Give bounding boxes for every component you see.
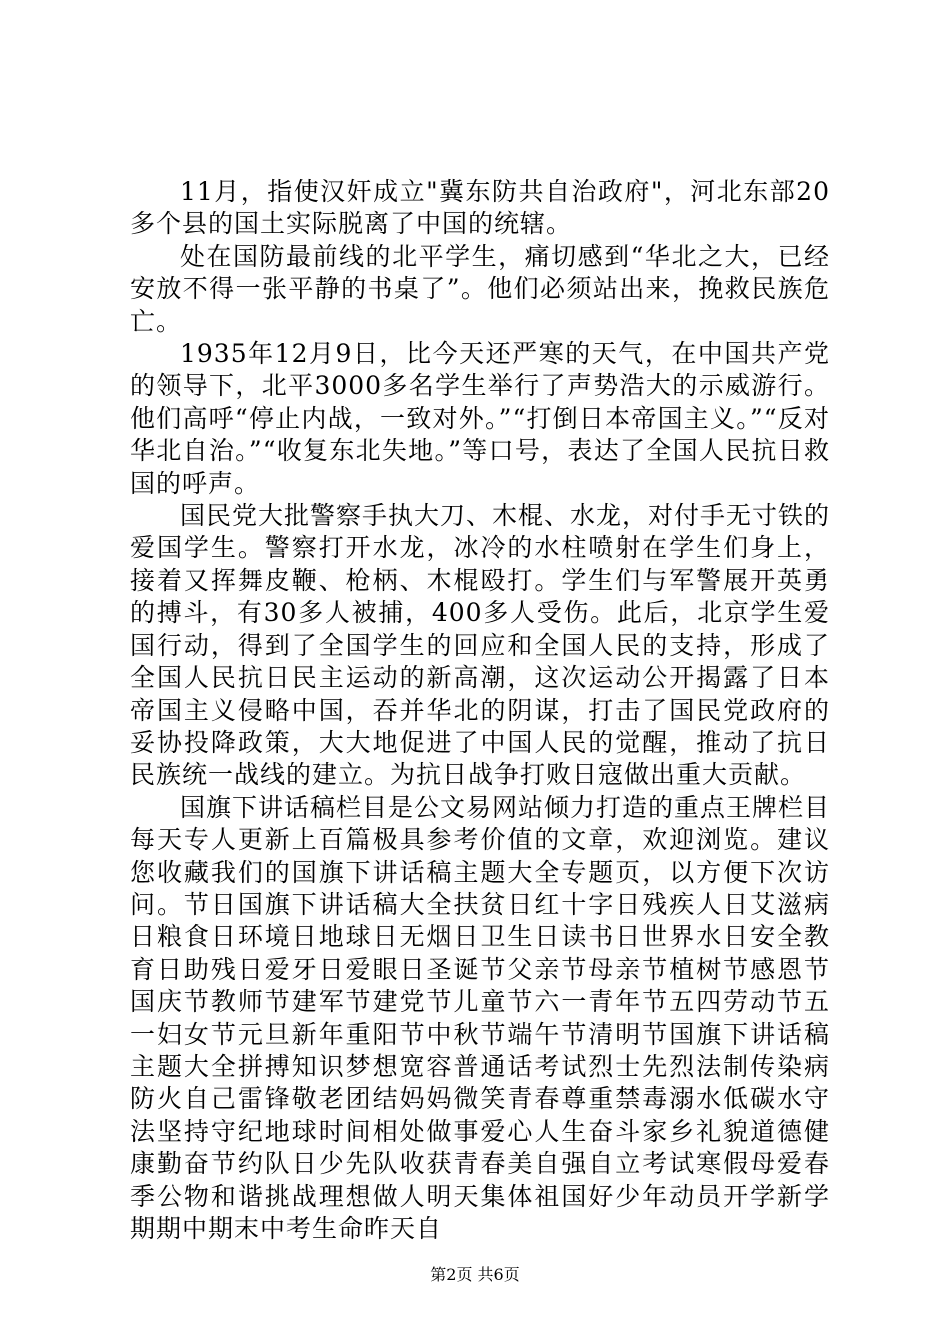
page-footer: 第2页 共6页 <box>430 1265 520 1284</box>
paragraph-2: 处在国防最前线的北平学生，痛切感到“华北之大，已经安放不得一张平静的书桌了”。他们必须站出来，挽救民族危亡。 <box>130 241 830 336</box>
paragraph-3: 1935年12月9日，比今天还严寒的天气，在中国共产党的领导下，北平3000多名学生举行了声势浩大的示威游行。他们高呼“停止内战，一致对外。”“打倒日本帝国主义。”“反对华北自治。”“收复东北失地。”等口号，表达了全国人民抗日救国的呼声。 <box>130 339 830 498</box>
paragraph-4: 国民党大批警察手执大刀、木棍、水龙，对付手无寸铁的爱国学生。警察打开水龙，冰冷的水柱喷射在学生们身上，接着又挥舞皮鞭、枪柄、木棍殴打。学生们与军警展开英勇的搏斗，有30多人被捕，400多人受伤。此后，北京学生爱国行动，得到了全国学生的回应和全国人民的支持，形成了全国人民抗日民主运动的新高潮，这次运动公开揭露了日本帝国主义侵略中国，吞并华北的阴谋，打击了国民党政府的妥协投降政策，大大地促进了中国人民的觉醒，推动了抗日民族统一战线的建立。为抗日战争打败日寇做出重大贡献。 <box>130 501 831 790</box>
paragraph-1: 11月，指使汉奸成立"冀东防共自治政府"，河北东部20多个县的国土实际脱离了中国的统辖。 <box>130 177 830 239</box>
document-body <box>130 176 830 1245</box>
paragraph-5: 国旗下讲话稿栏目是公文易网站倾力打造的重点王牌栏目每天专人更新上百篇极具参考价值的文章，欢迎浏览。建议您收藏我们的国旗下讲话稿主题大全专题页，以方便下次访问。节日国旗下讲话稿大全扶贫日红十字日残疾人日艾滋病日粮食日环境日地球日无烟日卫生日读书日世界水日安全教育日助残日爱牙日爱眼日圣诞节父亲节母亲节植树节感恩节国庆节教师节建军节建党节儿童节六一青年节五四劳动节五一妇女节元旦新年重阳节中秋节端午节清明节国旗下讲话稿主题大全拼搏知识梦想宽容普通话考试烈士先烈法制传染病防火自己雷锋敬老团结妈妈微笑青春尊重禁毒溺水低碳水守法坚持守纪地球时间相处做事爱心人生奋斗家乡礼貌道德健康勤奋节约队日少先队收获青春美自强自立考试寒假母爱春季公物和谐挑战理想做人明天集体祖国好少年动员开学新学期期中期末中考生命昨天自 <box>130 792 831 1243</box>
